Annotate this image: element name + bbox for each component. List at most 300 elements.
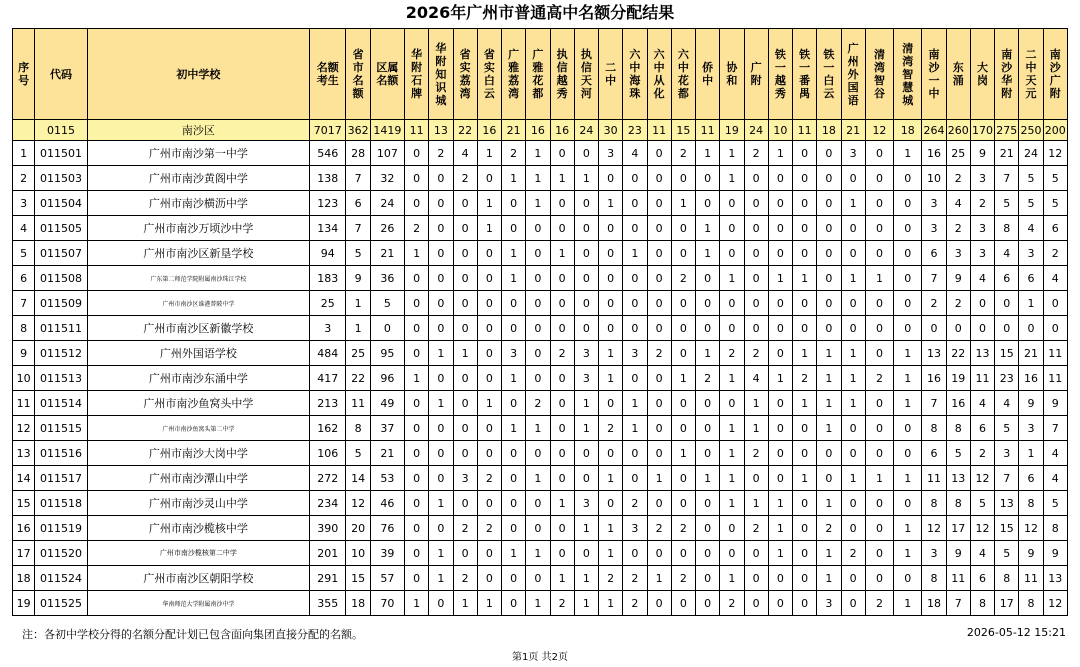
table-cell: 0 <box>1043 291 1067 316</box>
table-cell: 011504 <box>35 191 88 216</box>
table-cell: 7 <box>995 166 1019 191</box>
table-cell: 1 <box>599 191 623 216</box>
table-cell: 0 <box>768 566 792 591</box>
table-cell: 95 <box>370 341 404 366</box>
table-cell: 1 <box>894 341 922 366</box>
table-cell: 11 <box>346 391 370 416</box>
table-cell: 5 <box>13 241 35 266</box>
table-cell: 0 <box>793 141 817 166</box>
column-header <box>574 29 598 120</box>
table-cell: 0 <box>744 291 768 316</box>
table-cell: 0 <box>405 566 429 591</box>
table-cell: 0 <box>865 441 893 466</box>
table-cell: 0 <box>720 316 744 341</box>
column-header-label: 南沙华附 <box>1001 48 1013 100</box>
column-header-label: 广附 <box>750 61 762 87</box>
table-cell: 0 <box>817 266 841 291</box>
table-cell: 011519 <box>35 516 88 541</box>
table-cell: 57 <box>370 566 404 591</box>
table-cell: 0 <box>647 266 671 291</box>
column-header <box>671 29 695 120</box>
table-row <box>13 316 1068 341</box>
table-cell: 0 <box>768 466 792 491</box>
table-cell: 1 <box>768 366 792 391</box>
district-cell <box>13 120 35 141</box>
table-cell: 22 <box>946 341 970 366</box>
table-cell: 0 <box>744 266 768 291</box>
column-header-label: 二中 <box>605 61 617 87</box>
table-cell: 2 <box>599 566 623 591</box>
table-cell: 6 <box>1019 266 1043 291</box>
column-header-label: 南沙广附 <box>1049 48 1061 100</box>
table-cell: 3 <box>1019 416 1043 441</box>
table-cell: 5 <box>1019 166 1043 191</box>
table-cell: 0 <box>574 466 598 491</box>
table-cell: 0 <box>526 366 550 391</box>
district-cell: 16 <box>477 120 501 141</box>
column-header <box>477 29 501 120</box>
table-cell: 0 <box>841 216 865 241</box>
school-name-cell: 广州市南沙万顷沙中学 <box>87 216 309 241</box>
table-cell: 011511 <box>35 316 88 341</box>
table-cell: 0 <box>599 216 623 241</box>
table-cell: 0 <box>647 591 671 616</box>
table-cell: 0 <box>841 291 865 316</box>
table-cell: 0 <box>502 466 526 491</box>
header-row <box>13 29 1068 120</box>
table-cell: 546 <box>310 141 346 166</box>
table-cell: 1 <box>526 141 550 166</box>
table-cell: 1 <box>574 166 598 191</box>
column-header-label: 东涌 <box>952 61 964 87</box>
column-header <box>310 29 346 120</box>
table-cell: 21 <box>370 241 404 266</box>
table-cell: 6 <box>1019 466 1043 491</box>
table-cell: 2 <box>865 366 893 391</box>
table-cell: 1 <box>647 566 671 591</box>
table-cell: 0 <box>453 541 477 566</box>
column-header <box>894 29 922 120</box>
column-header <box>502 29 526 120</box>
table-cell: 1 <box>599 516 623 541</box>
table-cell: 21 <box>370 441 404 466</box>
table-cell: 70 <box>370 591 404 616</box>
table-cell: 0 <box>477 416 501 441</box>
table-cell: 0 <box>647 416 671 441</box>
table-cell: 1 <box>477 391 501 416</box>
table-cell: 0 <box>671 316 695 341</box>
district-cell: 22 <box>453 120 477 141</box>
table-cell: 0 <box>744 241 768 266</box>
column-header <box>946 29 970 120</box>
table-cell: 1 <box>550 166 574 191</box>
table-cell: 0 <box>671 216 695 241</box>
table-cell: 0 <box>894 241 922 266</box>
table-cell: 7 <box>1043 416 1067 441</box>
table-cell: 011513 <box>35 366 88 391</box>
table-cell: 0 <box>865 516 893 541</box>
table-cell: 0 <box>453 216 477 241</box>
table-cell: 53 <box>370 466 404 491</box>
table-cell: 0 <box>647 216 671 241</box>
school-name-cell: 广州市南沙区谁港普陂中学 <box>87 291 309 316</box>
table-cell: 16 <box>13 516 35 541</box>
table-cell: 0 <box>793 541 817 566</box>
table-cell: 4 <box>623 141 647 166</box>
table-cell: 0 <box>647 491 671 516</box>
table-cell: 11 <box>1043 341 1067 366</box>
table-cell: 011518 <box>35 491 88 516</box>
column-header <box>768 29 792 120</box>
table-cell: 011516 <box>35 441 88 466</box>
table-cell: 0 <box>865 541 893 566</box>
table-cell: 4 <box>970 541 994 566</box>
table-row <box>13 191 1068 216</box>
table-cell: 17 <box>946 516 970 541</box>
school-name-cell: 广州市南沙黄阁中学 <box>87 166 309 191</box>
column-header <box>922 29 946 120</box>
table-cell: 0 <box>477 341 501 366</box>
table-cell: 0 <box>550 541 574 566</box>
table-cell: 0 <box>599 441 623 466</box>
school-name-cell: 广州市南沙区朝阳学校 <box>87 566 309 591</box>
table-cell: 0 <box>793 166 817 191</box>
column-header-label: 六中海珠 <box>629 48 641 100</box>
district-cell: 19 <box>720 120 744 141</box>
table-cell: 15 <box>13 491 35 516</box>
table-cell: 0 <box>671 491 695 516</box>
table-cell: 0 <box>793 591 817 616</box>
table-cell: 5 <box>970 491 994 516</box>
district-cell: 16 <box>550 120 574 141</box>
table-cell: 0 <box>405 516 429 541</box>
table-cell: 2 <box>1043 241 1067 266</box>
table-cell: 0 <box>922 316 946 341</box>
table-cell: 0 <box>502 291 526 316</box>
table-cell: 10 <box>922 166 946 191</box>
table-cell: 5 <box>346 441 370 466</box>
table-row <box>13 441 1068 466</box>
table-cell: 9 <box>13 341 35 366</box>
table-cell: 0 <box>405 341 429 366</box>
table-cell: 11 <box>1019 566 1043 591</box>
table-cell: 0 <box>768 441 792 466</box>
table-cell: 19 <box>13 591 35 616</box>
table-cell: 17 <box>995 591 1019 616</box>
table-cell: 0 <box>894 316 922 341</box>
table-cell: 10 <box>13 366 35 391</box>
table-cell: 1 <box>574 591 598 616</box>
table-cell: 0 <box>453 366 477 391</box>
table-cell: 0 <box>817 166 841 191</box>
table-cell: 0 <box>768 341 792 366</box>
table-cell: 123 <box>310 191 346 216</box>
table-cell: 24 <box>1019 141 1043 166</box>
table-cell: 0 <box>477 316 501 341</box>
table-cell: 11 <box>1043 366 1067 391</box>
table-cell: 1 <box>477 141 501 166</box>
table-cell: 1 <box>768 541 792 566</box>
table-cell: 9 <box>970 141 994 166</box>
table-cell: 12 <box>970 466 994 491</box>
table-cell: 1 <box>696 341 720 366</box>
table-cell: 12 <box>13 416 35 441</box>
table-cell: 0 <box>405 491 429 516</box>
page-indicator: 第1页 共2页 <box>512 652 568 663</box>
table-cell: 2 <box>720 341 744 366</box>
table-cell: 162 <box>310 416 346 441</box>
table-cell: 1 <box>817 541 841 566</box>
table-cell: 0 <box>744 466 768 491</box>
table-cell: 0 <box>405 441 429 466</box>
table-cell: 8 <box>995 216 1019 241</box>
table-cell: 0 <box>453 491 477 516</box>
table-cell: 11 <box>922 466 946 491</box>
table-cell: 1 <box>502 166 526 191</box>
table-cell: 2 <box>623 491 647 516</box>
table-cell: 0 <box>793 191 817 216</box>
table-cell: 0 <box>865 566 893 591</box>
table-cell: 1 <box>405 366 429 391</box>
table-cell: 0 <box>502 566 526 591</box>
table-cell: 0 <box>405 316 429 341</box>
column-header <box>817 29 841 120</box>
table-cell: 0 <box>477 366 501 391</box>
table-cell: 011524 <box>35 566 88 591</box>
table-cell: 0 <box>429 266 453 291</box>
table-cell: 0 <box>768 291 792 316</box>
table-cell: 10 <box>346 541 370 566</box>
table-cell: 8 <box>13 316 35 341</box>
table-cell: 0 <box>720 541 744 566</box>
table-cell: 4 <box>13 216 35 241</box>
column-header-label: 序号 <box>18 61 30 87</box>
table-cell: 390 <box>310 516 346 541</box>
table-row <box>13 466 1068 491</box>
table-cell: 12 <box>970 516 994 541</box>
table-cell: 1 <box>429 541 453 566</box>
table-cell: 4 <box>1043 441 1067 466</box>
column-header <box>13 29 35 120</box>
table-cell: 9 <box>1019 541 1043 566</box>
table-cell: 0 <box>894 291 922 316</box>
table-cell: 0 <box>623 441 647 466</box>
table-cell: 13 <box>922 341 946 366</box>
column-header-label: 铁一越秀 <box>774 48 786 100</box>
table-cell: 291 <box>310 566 346 591</box>
table-cell: 6 <box>922 441 946 466</box>
table-cell: 16 <box>1019 366 1043 391</box>
table-cell: 0 <box>550 316 574 341</box>
table-cell: 0 <box>865 166 893 191</box>
table-cell: 3 <box>574 366 598 391</box>
table-cell: 0 <box>970 316 994 341</box>
table-cell: 7 <box>346 166 370 191</box>
table-cell: 2 <box>970 441 994 466</box>
column-header-label: 南沙一中 <box>928 48 940 100</box>
table-cell: 0 <box>550 266 574 291</box>
table-cell: 0 <box>477 566 501 591</box>
table-cell: 0 <box>696 191 720 216</box>
table-cell: 0 <box>405 541 429 566</box>
table-cell: 25 <box>346 341 370 366</box>
table-cell: 0 <box>502 441 526 466</box>
table-cell: 011508 <box>35 266 88 291</box>
table-cell: 3 <box>453 466 477 491</box>
column-header <box>35 29 88 120</box>
table-cell: 1 <box>817 341 841 366</box>
district-cell: 21 <box>841 120 865 141</box>
school-name-cell: 广州市南沙鱼窝头第二中学 <box>87 416 309 441</box>
column-header-label: 华附知识城 <box>435 41 447 107</box>
table-cell: 2 <box>526 391 550 416</box>
table-cell: 417 <box>310 366 346 391</box>
district-cell: 24 <box>574 120 598 141</box>
table-row <box>13 391 1068 416</box>
table-cell: 0 <box>793 316 817 341</box>
table-cell: 3 <box>922 216 946 241</box>
column-header <box>370 29 404 120</box>
table-cell: 1 <box>623 416 647 441</box>
table-cell: 4 <box>995 391 1019 416</box>
school-name-cell: 广州市南沙鱼窝头中学 <box>87 391 309 416</box>
district-cell: 24 <box>744 120 768 141</box>
table-cell: 26 <box>370 216 404 241</box>
table-cell: 4 <box>453 141 477 166</box>
table-cell: 0 <box>623 191 647 216</box>
table-cell: 0 <box>370 316 404 341</box>
table-cell: 0 <box>550 291 574 316</box>
table-cell: 96 <box>370 366 404 391</box>
table-cell: 1 <box>817 491 841 516</box>
table-cell: 0 <box>550 141 574 166</box>
table-cell: 0 <box>623 291 647 316</box>
table-cell: 0 <box>477 241 501 266</box>
table-cell: 4 <box>970 391 994 416</box>
table-cell: 0 <box>647 141 671 166</box>
table-cell: 37 <box>370 416 404 441</box>
table-cell: 1 <box>346 316 370 341</box>
table-cell: 0 <box>720 216 744 241</box>
table-cell: 0 <box>526 491 550 516</box>
table-cell: 1 <box>429 566 453 591</box>
table-cell: 0 <box>429 216 453 241</box>
table-cell: 0 <box>647 441 671 466</box>
table-cell: 2 <box>623 591 647 616</box>
table-cell: 3 <box>13 191 35 216</box>
table-cell: 0 <box>599 291 623 316</box>
table-cell: 1 <box>526 541 550 566</box>
column-header <box>970 29 994 120</box>
table-cell: 1 <box>793 466 817 491</box>
table-cell: 0 <box>599 241 623 266</box>
table-cell: 3 <box>1019 241 1043 266</box>
table-cell: 2 <box>550 341 574 366</box>
table-cell: 24 <box>370 191 404 216</box>
table-cell: 0 <box>793 241 817 266</box>
column-header-label: 清湾智慧城 <box>902 41 914 107</box>
table-cell: 13 <box>1043 566 1067 591</box>
table-cell: 3 <box>623 516 647 541</box>
table-cell: 0 <box>429 366 453 391</box>
table-cell: 14 <box>346 466 370 491</box>
table-cell: 4 <box>970 266 994 291</box>
table-cell: 1 <box>768 141 792 166</box>
table-cell: 1 <box>574 516 598 541</box>
table-cell: 8 <box>995 566 1019 591</box>
column-header-label: 区属名额 <box>376 61 399 87</box>
table-cell: 0 <box>744 566 768 591</box>
table-cell: 0 <box>720 291 744 316</box>
table-cell: 0 <box>865 216 893 241</box>
table-cell: 107 <box>370 141 404 166</box>
table-cell: 1 <box>720 366 744 391</box>
table-cell: 32 <box>370 166 404 191</box>
table-cell: 1 <box>841 266 865 291</box>
table-cell: 2 <box>647 341 671 366</box>
table-cell: 1 <box>841 191 865 216</box>
table-cell: 13 <box>946 466 970 491</box>
table-cell: 011509 <box>35 291 88 316</box>
table-cell: 0 <box>744 191 768 216</box>
table-cell: 011520 <box>35 541 88 566</box>
table-cell: 1 <box>429 341 453 366</box>
table-cell: 0 <box>671 166 695 191</box>
table-cell: 0 <box>477 441 501 466</box>
table-cell: 0 <box>768 191 792 216</box>
table-cell: 0 <box>526 566 550 591</box>
table-cell: 1 <box>720 441 744 466</box>
table-cell: 106 <box>310 441 346 466</box>
table-cell: 0 <box>768 416 792 441</box>
table-cell: 2 <box>671 516 695 541</box>
table-cell: 201 <box>310 541 346 566</box>
table-cell: 1 <box>841 341 865 366</box>
table-cell: 0 <box>550 516 574 541</box>
district-cell: 11 <box>405 120 429 141</box>
table-cell: 49 <box>370 391 404 416</box>
table-cell: 0 <box>623 266 647 291</box>
column-header <box>550 29 574 120</box>
table-cell: 0 <box>894 416 922 441</box>
column-header-label: 执信越秀 <box>556 48 568 100</box>
table-cell: 0 <box>696 391 720 416</box>
school-name-cell: 广州市南沙大岗中学 <box>87 441 309 466</box>
table-cell: 3 <box>995 441 1019 466</box>
table-cell: 4 <box>1019 216 1043 241</box>
table-cell: 9 <box>346 266 370 291</box>
table-cell: 8 <box>1019 591 1043 616</box>
column-header <box>841 29 865 120</box>
table-cell: 1 <box>720 466 744 491</box>
column-header <box>405 29 429 120</box>
table-cell: 18 <box>346 591 370 616</box>
table-cell: 7 <box>922 391 946 416</box>
table-cell: 2 <box>865 591 893 616</box>
column-header-label: 华附石牌 <box>411 48 423 100</box>
district-cell: 11 <box>647 120 671 141</box>
table-cell: 1 <box>550 566 574 591</box>
table-cell: 0 <box>894 566 922 591</box>
table-cell: 0 <box>405 466 429 491</box>
table-cell: 0 <box>599 266 623 291</box>
column-header-label: 清湾智谷 <box>873 48 885 100</box>
table-cell: 0 <box>865 141 893 166</box>
table-cell: 0 <box>841 591 865 616</box>
column-header <box>865 29 893 120</box>
school-name-cell: 广州市南沙潭山中学 <box>87 466 309 491</box>
table-cell: 0 <box>502 516 526 541</box>
